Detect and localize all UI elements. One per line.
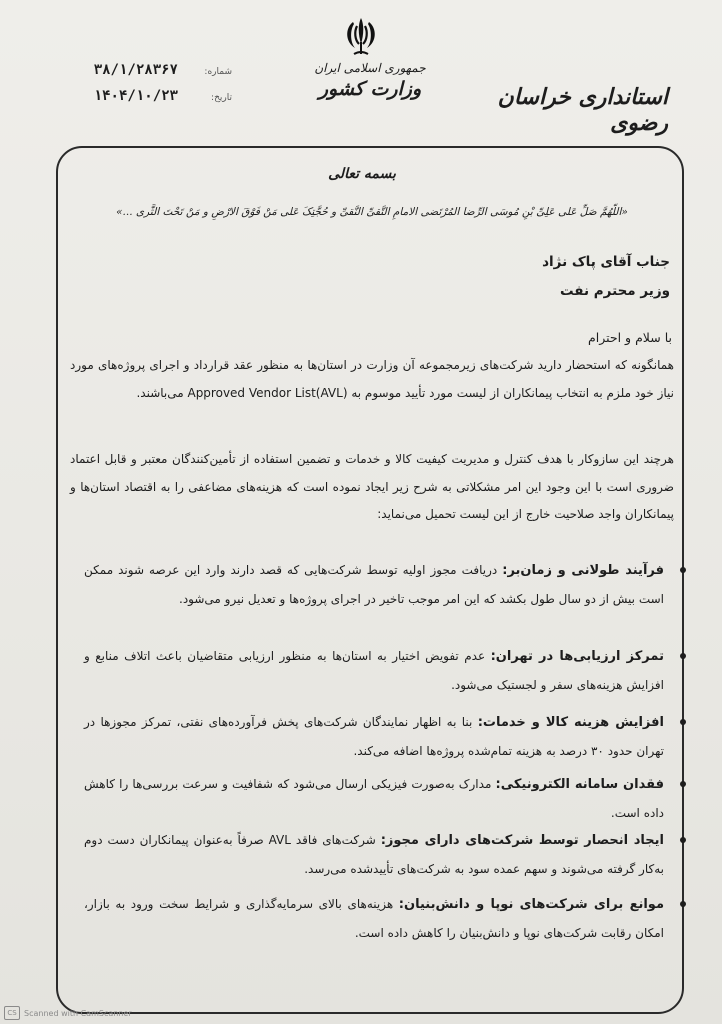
bullet-icon xyxy=(680,837,686,843)
list-item-title: فقدان سامانه الکترونیکی: xyxy=(495,777,664,792)
list-item xyxy=(84,890,664,947)
list-item-text: شرکت‌های فاقد AVL صرفاً به‌عنوان پیمانکاران دست دوم به‌کار گرفته می‌شوند و سهم عمده سود به شرکت‌های تأییدشده می‌رسد. xyxy=(84,833,664,876)
governorate-title: استانداری خراسان رضوی xyxy=(497,84,668,136)
list-item-text: هزینه‌های بالای سرمایه‌گذاری و شرایط سخت ورود به بازار، امکان رقابت شرکت‌های نوپا و دانش‌بنیان را کاهش داده است. xyxy=(84,897,664,940)
paragraph-2: هرچند این سازوکار با هدف کنترل و مدیریت کیفیت کالا و خدمات و تضمین استفاده از تأمین‌کنندگان معتبر و قابل اعتماد ضروری است با این وجود این امر مشکلاتی به شرح زیر ایجاد نموده است که هزینه‌های مضاعفی را به اقتصاد استان‌ها و پیمانکاران واجد صلاحیت خارج از این لیست تحمیل می‌نماید: xyxy=(70,452,674,521)
number-label: شماره: xyxy=(204,67,232,77)
ministry-title xyxy=(300,60,440,102)
list-item-text: عدم تفویض اختیار به استان‌ها به منظور ارزیابی متقاضیان باعث اتلاف منابع و افزایش هزینه‌های سفر و لجستیک می‌شود. xyxy=(84,649,664,692)
bullet-icon xyxy=(680,653,686,659)
list-item-title: تمرکز ارزیابی‌ها در تهران: xyxy=(490,649,664,664)
list-item-text: مدارک به‌صورت فیزیکی ارسال می‌شود که شفافیت و سرعت بررسی‌ها را کاهش داده است. xyxy=(84,777,664,820)
list-item-title: افزایش هزینه کالا و خدمات: xyxy=(477,715,664,730)
ministry-line2: وزارت کشور xyxy=(318,78,422,100)
recipient-title: وزیر محترم نفت xyxy=(560,283,670,299)
bullet-icon xyxy=(680,781,686,787)
date-label: تاریخ: xyxy=(211,93,232,103)
camscanner-logo-icon: CS xyxy=(4,1006,20,1020)
bullet-icon xyxy=(680,719,686,725)
letter-meta xyxy=(62,62,232,114)
recipient-name: جناب آقای پاک نژاد xyxy=(542,254,670,270)
iran-emblem-icon xyxy=(341,14,381,58)
list-item xyxy=(84,642,664,699)
list-item-title: موانع برای شرکت‌های نوپا و دانش‌بنیان: xyxy=(398,897,664,912)
list-item-title: فرآیند طولانی و زمان‌بر: xyxy=(502,563,664,578)
basmala: بسمه تعالی xyxy=(328,166,396,182)
list-item-text: بنا به اظهار نمایندگان شرکت‌های پخش فرآورده‌های نفتی، تمرکز مجوزها در تهران حدود ۳۰ درصد به هزینه تمام‌شده پروژه‌ها اضافه می‌کند. xyxy=(84,715,664,758)
bullet-icon xyxy=(680,901,686,907)
bullet-icon xyxy=(680,567,686,573)
list-item xyxy=(84,826,664,883)
number-row xyxy=(62,62,232,88)
watermark-text: Scanned with CamScanner xyxy=(24,1008,132,1018)
list-item-text: دریافت مجوز اولیه توسط شرکت‌هایی که قصد دارند وارد این عرصه شوند ممکن است بیش از دو سال طول بکشد که این امر موجب تاخیر در اجرای پروژه‌ها و تعدیل نیرو می‌شود. xyxy=(84,563,664,606)
number-value: ۳۸/۱/۲۸۳۶۷ xyxy=(93,62,178,78)
ministry-line1: جمهوری اسلامی ایران xyxy=(314,61,426,75)
salawat: «اللّهُمَّ صَلِّ عَلی عَلِیِّ بْنِ مُوسَی الرِّضا المُرْتَضی الامامِ التَّقیِّ النَّقیِّ و حُجَّتِکَ عَلی مَنْ فَوْقَ الارْضِ و مَنْ تَحْتَ الثَّری ...» xyxy=(116,206,628,218)
scanner-watermark xyxy=(4,1006,132,1020)
list-item xyxy=(84,770,664,827)
recipient xyxy=(420,248,670,306)
list-item-title: ایجاد انحصار توسط شرکت‌های دارای مجوز: xyxy=(380,833,665,848)
list-item xyxy=(84,708,664,765)
greeting: با سلام و احترام xyxy=(588,330,672,345)
date-row xyxy=(62,88,232,114)
date-value: ۱۴۰۴/۱۰/۲۳ xyxy=(93,88,178,104)
list-item xyxy=(84,556,664,613)
paragraph-1: همانگونه که استحضار دارید شرکت‌های زیرمجموعه آن وزارت در استان‌ها به منظور عقد قرارداد و اجرای پروژه‌های مورد نیاز خود ملزم به انتخاب پیمانکاران از لیست مورد تأیید موسوم به Approved Vendor List(AVL) می‌باشند. xyxy=(70,358,674,400)
